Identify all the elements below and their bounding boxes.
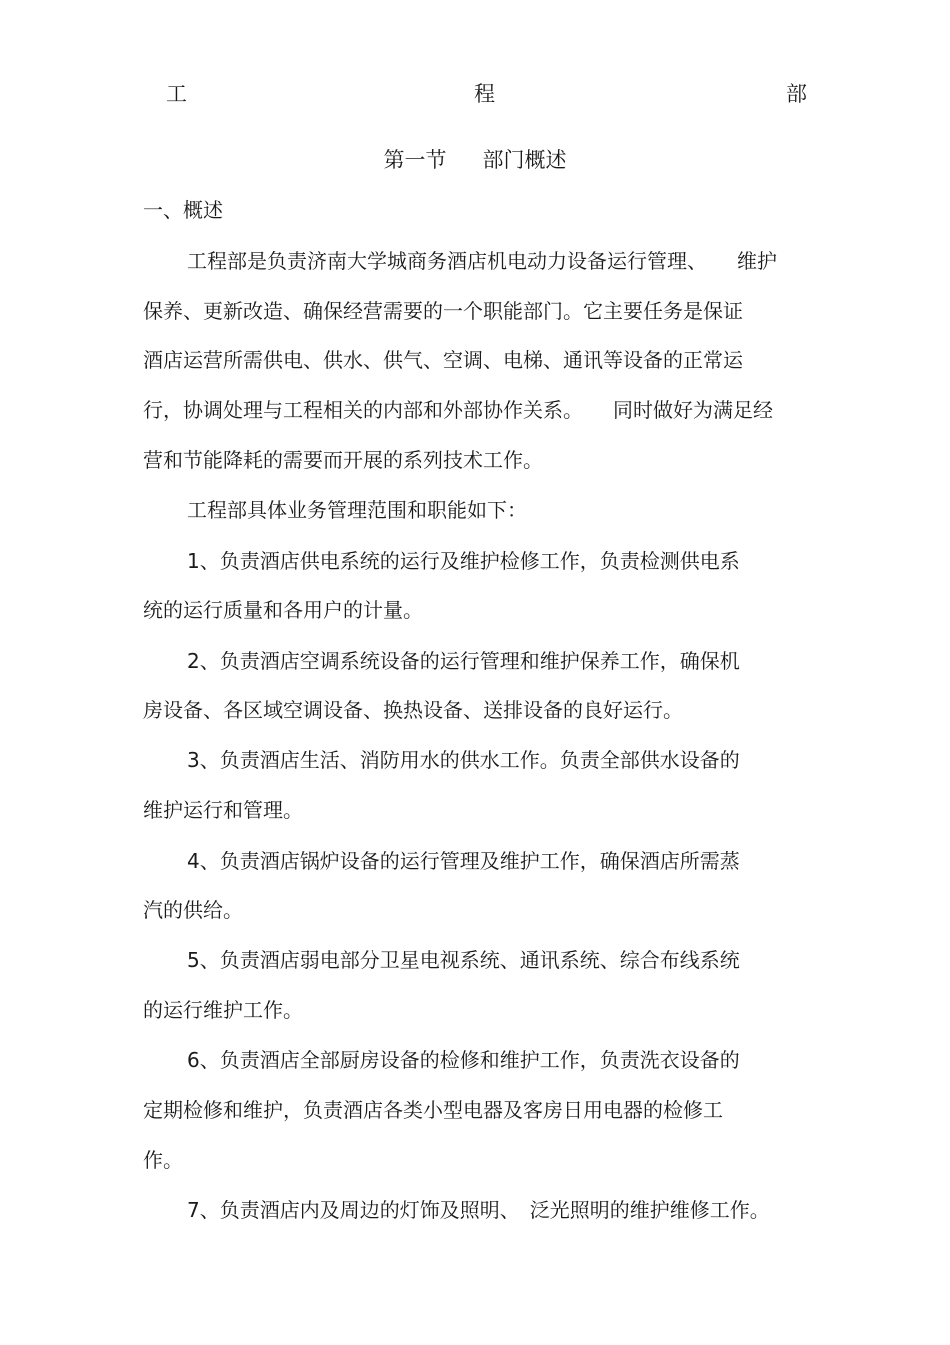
list-item-6-line: 定期检修和维护，负责酒店各类小型电器及客房日用电器的检修工 xyxy=(143,1098,723,1122)
list-item-1-line: 统的运行质量和各用户的计量。 xyxy=(143,598,423,622)
section-name: 部门概述 xyxy=(482,148,567,172)
list-item-4-line: 4、负责酒店锅炉设备的运行管理及维护工作，确保酒店所需蒸 xyxy=(187,849,740,873)
list-item-1-line: 1、负责酒店供电系统的运行及维护检修工作，负责检测供电系 xyxy=(187,549,740,573)
paragraph-line: 营和节能降耗的需要而开展的系列技术工作。 xyxy=(143,448,543,472)
list-item-7-line: 7、负责酒店内及周边的灯饰及照明、 泛光照明的维护维修工作。 xyxy=(187,1198,770,1222)
heading-overview: 一、概述 xyxy=(143,198,223,222)
list-item-6-line: 作。 xyxy=(143,1148,183,1172)
list-item-3-line: 维护运行和管理。 xyxy=(143,798,303,822)
title-char-3: 部 xyxy=(786,82,807,106)
section-title xyxy=(0,146,950,174)
title-char-1: 工 xyxy=(166,82,187,106)
list-item-4-line: 汽的供给。 xyxy=(143,898,243,922)
paragraph-line: 工程部具体业务管理范围和职能如下： xyxy=(187,498,527,522)
list-item-2-line: 2、负责酒店空调系统设备的运行管理和维护保养工作，确保机 xyxy=(187,649,740,673)
list-item-3-line: 3、负责酒店生活、消防用水的供水工作。负责全部供水设备的 xyxy=(187,748,740,772)
title-char-2: 程 xyxy=(474,82,495,106)
paragraph-line: 酒店运营所需供电、供水、供气、空调、电梯、通讯等设备的正常运 xyxy=(143,348,743,372)
paragraph-line: 保养、更新改造、确保经营需要的一个职能部门。它主要任务是保证 xyxy=(143,299,743,323)
section-number: 第一节 xyxy=(383,148,447,172)
list-item-5-line: 的运行维护工作。 xyxy=(143,998,303,1022)
list-item-6-line: 6、负责酒店全部厨房设备的检修和维护工作，负责洗衣设备的 xyxy=(187,1048,740,1072)
paragraph-line: 行，协调处理与工程相关的内部和外部协作关系。 同时做好为满足经 xyxy=(143,398,773,422)
list-item-5-line: 5、负责酒店弱电部分卫星电视系统、通讯系统、综合布线系统 xyxy=(187,948,740,972)
paragraph-line: 工程部是负责济南大学城商务酒店机电动力设备运行管理、 维护 xyxy=(187,249,777,273)
list-item-2-line: 房设备、各区域空调设备、换热设备、送排设备的良好运行。 xyxy=(143,698,683,722)
